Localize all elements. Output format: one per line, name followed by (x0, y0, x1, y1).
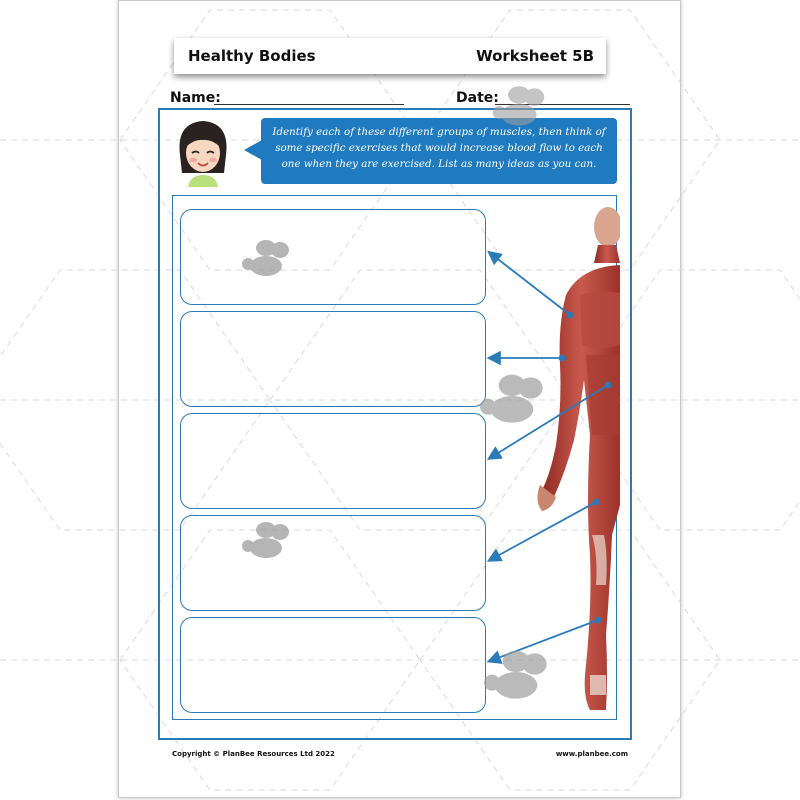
answer-box-1[interactable] (180, 209, 486, 305)
worksheet-number: Worksheet 5B (476, 47, 594, 65)
muscle-body-illustration (520, 205, 620, 715)
worksheet-title: Healthy Bodies (188, 47, 316, 65)
name-label: Name: (170, 90, 221, 106)
name-date-row (170, 90, 630, 108)
answer-box-3[interactable] (180, 413, 486, 509)
date-field-line[interactable] (495, 104, 630, 105)
answer-box-5[interactable] (180, 617, 486, 713)
name-field-line[interactable] (214, 104, 404, 105)
speech-bubble-tail (244, 140, 262, 160)
website-link[interactable]: www.planbee.com (555, 750, 628, 758)
answer-box-2[interactable] (180, 311, 486, 407)
copyright-notice: Copyright © PlanBee Resources Ltd 2022 (172, 750, 335, 758)
answer-box-4[interactable] (180, 515, 486, 611)
girl-avatar-icon (172, 115, 234, 187)
date-label: Date: (456, 90, 499, 106)
instruction-bubble: Identify each of these different groups of muscles, then think of some specific exercises that would increase blood flow to each one when they are exercised. List as many ideas as you can. (261, 118, 617, 184)
title-bar (174, 38, 606, 74)
